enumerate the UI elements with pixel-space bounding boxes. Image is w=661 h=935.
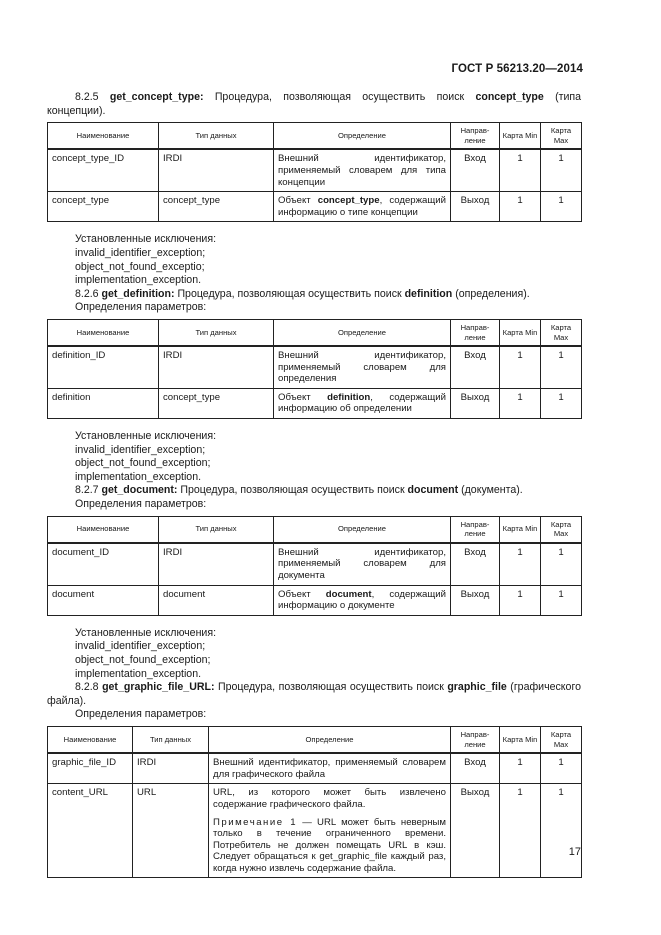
col-header-name: Наименование [48,726,133,753]
cell-type: document [159,585,274,615]
section-number: 8.2.8 [75,681,99,694]
table-row [48,346,582,388]
col-header-name: Наименование [48,319,159,346]
table-header-row [48,319,582,346]
def-object: definition [327,391,371,403]
section-text: (графического файла). [47,681,581,707]
exceptions-intro: Установленные исключения: [75,626,217,639]
section-text: Процедура, позволяющая осуществить поиск [214,681,448,694]
section-8-2-5-heading [47,91,581,118]
cell-direction: Вход [451,753,500,784]
cell-direction: Вход [451,149,500,191]
def-text: , содержащий информацию об определении [278,391,446,415]
section-8-2-8-heading [47,681,581,708]
cell-max: 1 [541,784,582,878]
cell-name: concept_type_ID [48,149,159,191]
exception-item: invalid_identifier_exception; [75,246,206,259]
col-header-definition: Определение [274,319,451,346]
cell-definition: Внешний идентификатор, применяемый словарем для типа концепции [274,149,451,191]
cell-type: URL [133,784,209,878]
table-row [48,543,582,585]
cell-min: 1 [500,753,541,784]
section-text: (типа концепции). [47,91,581,117]
cell-max: 1 [541,192,582,222]
exceptions-intro: Установленные исключения: [75,233,217,246]
section-8-2-6-heading [47,288,581,302]
cell-direction: Вход [451,543,500,585]
col-header-direction: Направ-ление [451,726,500,753]
cell-max: 1 [541,585,582,615]
cell-name: definition_ID [48,346,159,388]
page-content [47,91,581,889]
exception-item: implementation_exception. [75,274,202,287]
cell-min: 1 [500,149,541,191]
col-header-card-min: Карта Min [500,319,541,346]
section-text: Процедура, позволяющая осуществить поиск [174,287,405,300]
cell-definition [274,585,451,615]
table-row [48,192,582,222]
cell-type: IRDI [159,346,274,388]
section-text: (документа). [458,484,523,497]
exception-item: implementation_exception. [75,470,202,483]
cell-max: 1 [541,753,582,784]
col-header-card-max: Карта Max [541,516,582,543]
col-header-name: Наименование [48,123,159,150]
cell-max: 1 [541,149,582,191]
col-header-definition: Определение [274,123,451,150]
cell-name: document_ID [48,543,159,585]
def-text: Объект [278,588,326,600]
cell-name: document [48,585,159,615]
cell-definition: Внешний идентификатор, применяемый словарем для определения [274,346,451,388]
table-header-row [48,123,582,150]
cell-min: 1 [500,543,541,585]
table-row [48,784,582,878]
params-table-8-2-5 [47,122,582,222]
def-text: , содержащий информацию о типе концепции [278,195,446,218]
table-row [48,149,582,191]
exception-item: object_not_found_exceptio; [75,260,205,273]
exceptions-8-2-5 [47,233,581,287]
exceptions-intro: Установленные исключения: [75,430,217,443]
cell-min: 1 [500,784,541,878]
cell-direction: Выход [451,784,500,878]
exceptions-8-2-6 [47,430,581,484]
section-text: Процедура, позволяющая осуществить поиск [177,484,408,497]
def-note [213,817,446,875]
exceptions-8-2-7 [47,627,581,681]
section-text: Процедура, позволяющая осуществить поиск [203,91,476,103]
col-header-name: Наименование [48,516,159,543]
cell-definition [209,784,451,878]
object-name: graphic_file [447,681,507,694]
cell-type: concept_type [159,192,274,222]
cell-direction: Вход [451,346,500,388]
table-row [48,388,582,418]
cell-max: 1 [541,543,582,585]
col-header-definition: Определение [274,516,451,543]
cell-definition [274,388,451,418]
cell-min: 1 [500,346,541,388]
exception-item: implementation_exception. [75,667,202,680]
section-8-2-7-heading [47,484,581,498]
cell-definition: Внешний идентификатор, применяемый словарем для документа [274,543,451,585]
cell-direction: Выход [451,585,500,615]
standard-header: ГОСТ Р 56213.20—2014 [451,63,583,75]
def-text: Объект [278,195,318,207]
col-header-card-max: Карта Max [541,726,582,753]
exception-item: object_not_found_exception; [75,653,211,666]
function-name: get_graphic_file_URL: [102,681,215,694]
col-header-card-min: Карта Min [500,123,541,150]
cell-type: IRDI [159,149,274,191]
cell-max: 1 [541,388,582,418]
cell-min: 1 [500,585,541,615]
params-intro: Определения параметров: [75,301,207,314]
def-object: document [325,588,372,600]
cell-type: IRDI [159,543,274,585]
table-row [48,585,582,615]
col-header-direction: Направ-ление [451,319,500,346]
note-text: — URL может быть неверным только в течение ограниченного времени. Потребитель не должен помещать URL в кэш. Следует обращаться к get_graphic_file каждый раз, когда нужно извлечь содержание файла. [213,816,446,874]
params-table-8-2-6 [47,319,582,419]
col-header-card-min: Карта Min [500,516,541,543]
table-row [48,753,582,784]
cell-definition: Внешний идентификатор, применяемый словарем для графического файла [209,753,451,784]
object-name: definition [404,287,453,300]
cell-name: definition [48,388,159,418]
object-name: document [407,484,459,497]
function-name: get_document: [101,484,178,497]
cell-type: IRDI [133,753,209,784]
params-table-8-2-8 [47,726,582,879]
function-name: get_concept_type: [109,91,204,103]
cell-name: concept_type [48,192,159,222]
col-header-card-max: Карта Max [541,319,582,346]
col-header-card-max: Карта Max [541,123,582,150]
table-header-row [48,726,582,753]
col-header-direction: Направ-ление [451,516,500,543]
col-header-definition: Определение [209,726,451,753]
function-name: get_definition: [101,287,175,300]
params-table-8-2-7 [47,516,582,616]
cell-definition [274,192,451,222]
section-number: 8.2.6 [75,287,99,300]
def-text: URL, из которого может быть извлечено содержание графического файла. [213,787,446,810]
exception-item: object_not_found_exception; [75,457,211,470]
col-header-direction: Направ-ление [451,123,500,150]
col-header-type: Тип данных [159,516,274,543]
def-text: , содержащий информацию о документе [278,588,446,612]
cell-name: graphic_file_ID [48,753,133,784]
cell-type: concept_type [159,388,274,418]
page-number: 17 [568,846,581,858]
cell-name: content_URL [48,784,133,878]
cell-min: 1 [500,388,541,418]
def-object: concept_type [317,195,380,207]
def-text: Объект [278,391,328,403]
object-name: concept_type [475,91,544,103]
cell-direction: Выход [451,192,500,222]
section-text: (определения). [452,287,530,300]
params-intro: Определения параметров: [75,498,207,511]
exception-item: invalid_identifier_exception; [75,443,206,456]
cell-max: 1 [541,346,582,388]
table-header-row [48,516,582,543]
note-label: Примечание 1 [213,816,298,828]
section-number: 8.2.5 [75,91,99,103]
col-header-type: Тип данных [159,123,274,150]
exception-item: invalid_identifier_exception; [75,640,206,653]
col-header-type: Тип данных [133,726,209,753]
col-header-type: Тип данных [159,319,274,346]
cell-min: 1 [500,192,541,222]
params-intro: Определения параметров: [75,708,207,721]
section-number: 8.2.7 [75,484,99,497]
cell-direction: Выход [451,388,500,418]
col-header-card-min: Карта Min [500,726,541,753]
